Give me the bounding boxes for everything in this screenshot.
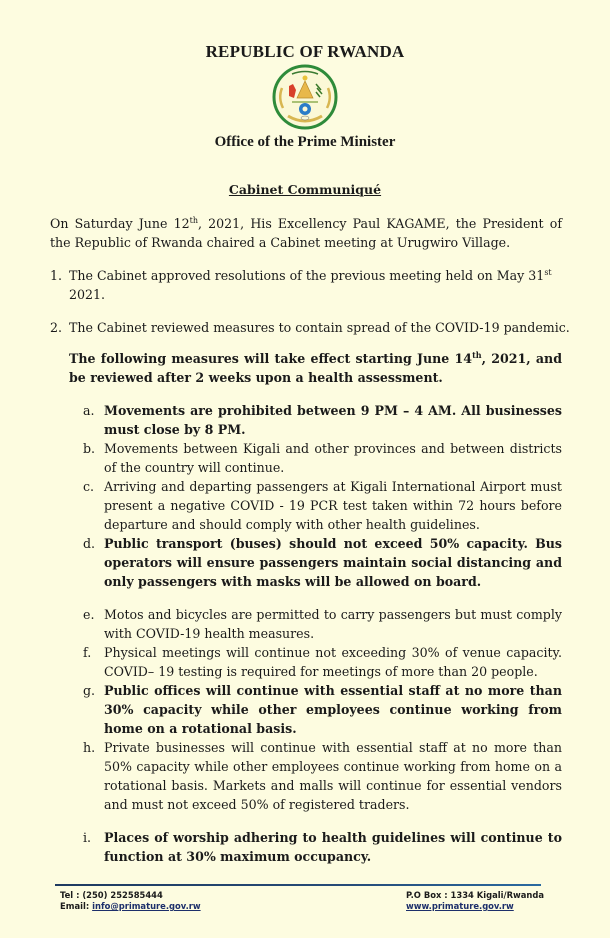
measures-intro-wrap: [50, 349, 562, 387]
intro-paragraph: [50, 214, 562, 252]
measure-text: Places of worship adhering to health guidelines will continue to function at 30% maximum occupancy.: [104, 830, 562, 864]
intro-text-start: On Saturday June 12: [50, 216, 190, 231]
footer-address: [406, 890, 544, 912]
measures-intro-end: , 2021, and be reviewed after 2 weeks upon a health assessment.: [69, 351, 562, 385]
footer-email-label: Email:: [60, 901, 93, 911]
measure-letter: b.: [83, 441, 96, 456]
document-title: Cabinet Communiqué: [228, 182, 382, 197]
measure-text: Public transport (buses) should not exceed 50% capacity. Bus operators will ensure passengers maintain social distancing and only passengers with masks will be allowed on board.: [104, 536, 562, 589]
footer-email-row: [60, 901, 201, 912]
measure-item-g: [83, 681, 562, 738]
measure-letter: f.: [83, 645, 92, 660]
measures-list-wrap: [50, 401, 562, 866]
measure-item-d: [83, 534, 562, 591]
measure-letter: d.: [83, 536, 96, 551]
item-text: The Cabinet approved resolutions of the previous meeting held on May 31: [69, 268, 545, 283]
measure-text: Public offices will continue with essential staff at no more than 30% capacity while other employees continue working from home on a rotational basis.: [104, 683, 562, 736]
measures-list: [83, 401, 562, 866]
item-number: 2.: [50, 320, 63, 335]
country-heading: REPUBLIC OF RWANDA: [205, 42, 405, 61]
footer-website-link[interactable]: www.primature.gov.rw: [406, 901, 514, 911]
item-text: The Cabinet reviewed measures to contain spread of the COVID-19 pandemic.: [69, 320, 570, 335]
measure-text: Private businesses will continue with essential staff at no more than 50% capacity while other employees continue working from home on a rotational basis. Markets and malls will continue for essential vendors and must not exceed 50% of registered traders.: [104, 740, 562, 812]
item-number: 1.: [50, 268, 63, 283]
measure-text: Physical meetings will continue not exceeding 30% of venue capacity. COVID– 19 testing is required for meetings of more than 20 people.: [104, 645, 562, 679]
measure-item-h: [83, 738, 562, 814]
coat-of-arms-seal-icon: [272, 64, 338, 130]
footer-email-link[interactable]: info@primature.gov.rw: [92, 901, 201, 911]
footer-contact: [60, 890, 201, 912]
measure-text: Motos and bicycles are permitted to carry passengers but must comply with COVID-19 health measures.: [104, 607, 562, 641]
item-superscript: st: [544, 267, 552, 277]
measures-intro-superscript: th: [472, 349, 482, 360]
numbered-item: [50, 318, 581, 337]
measure-letter: a.: [83, 403, 95, 418]
measure-item-a: [83, 401, 562, 439]
measure-letter: h.: [83, 740, 96, 755]
measure-text: Arriving and departing passengers at Kigali International Airport must present a negative COVID - 19 PCR test taken within 72 hours before departure and should comply with other health guidelines.: [104, 479, 562, 532]
measure-text: Movements are prohibited between 9 PM – 4 AM. All businesses must close by 8 PM.: [104, 403, 562, 437]
office-heading: Office of the Prime Minister: [214, 134, 396, 150]
footer-divider: [55, 884, 541, 886]
measure-text: Movements between Kigali and other provinces and between districts of the country will continue.: [104, 441, 562, 475]
measure-item-b: [83, 439, 562, 477]
footer-po-box: P.O Box : 1334 Kigali/Rwanda: [406, 890, 545, 900]
footer: [0, 884, 610, 918]
measures-intro-start: The following measures will take effect starting June 14: [69, 351, 473, 366]
seal-container: [0, 64, 610, 130]
measure-letter: e.: [83, 607, 95, 622]
measure-letter: c.: [83, 479, 95, 494]
intro-text-end: , 2021, His Excellency Paul KAGAME, the President of the Republic of Rwanda chaired a Cabinet meeting at Urugwiro Village.: [50, 216, 562, 250]
measures-intro: [69, 349, 562, 387]
item-text-end: 2021.: [69, 287, 106, 302]
measure-letter: i.: [83, 830, 92, 845]
footer-telephone: Tel : (250) 252585444: [60, 890, 163, 900]
measure-letter: g.: [83, 683, 96, 698]
measure-item-e: [83, 605, 562, 643]
numbered-item: [50, 266, 581, 304]
measure-item-c: [83, 477, 562, 534]
intro-superscript: th: [189, 215, 198, 225]
measure-item-f: [83, 643, 562, 681]
measure-item-i: [83, 828, 562, 866]
